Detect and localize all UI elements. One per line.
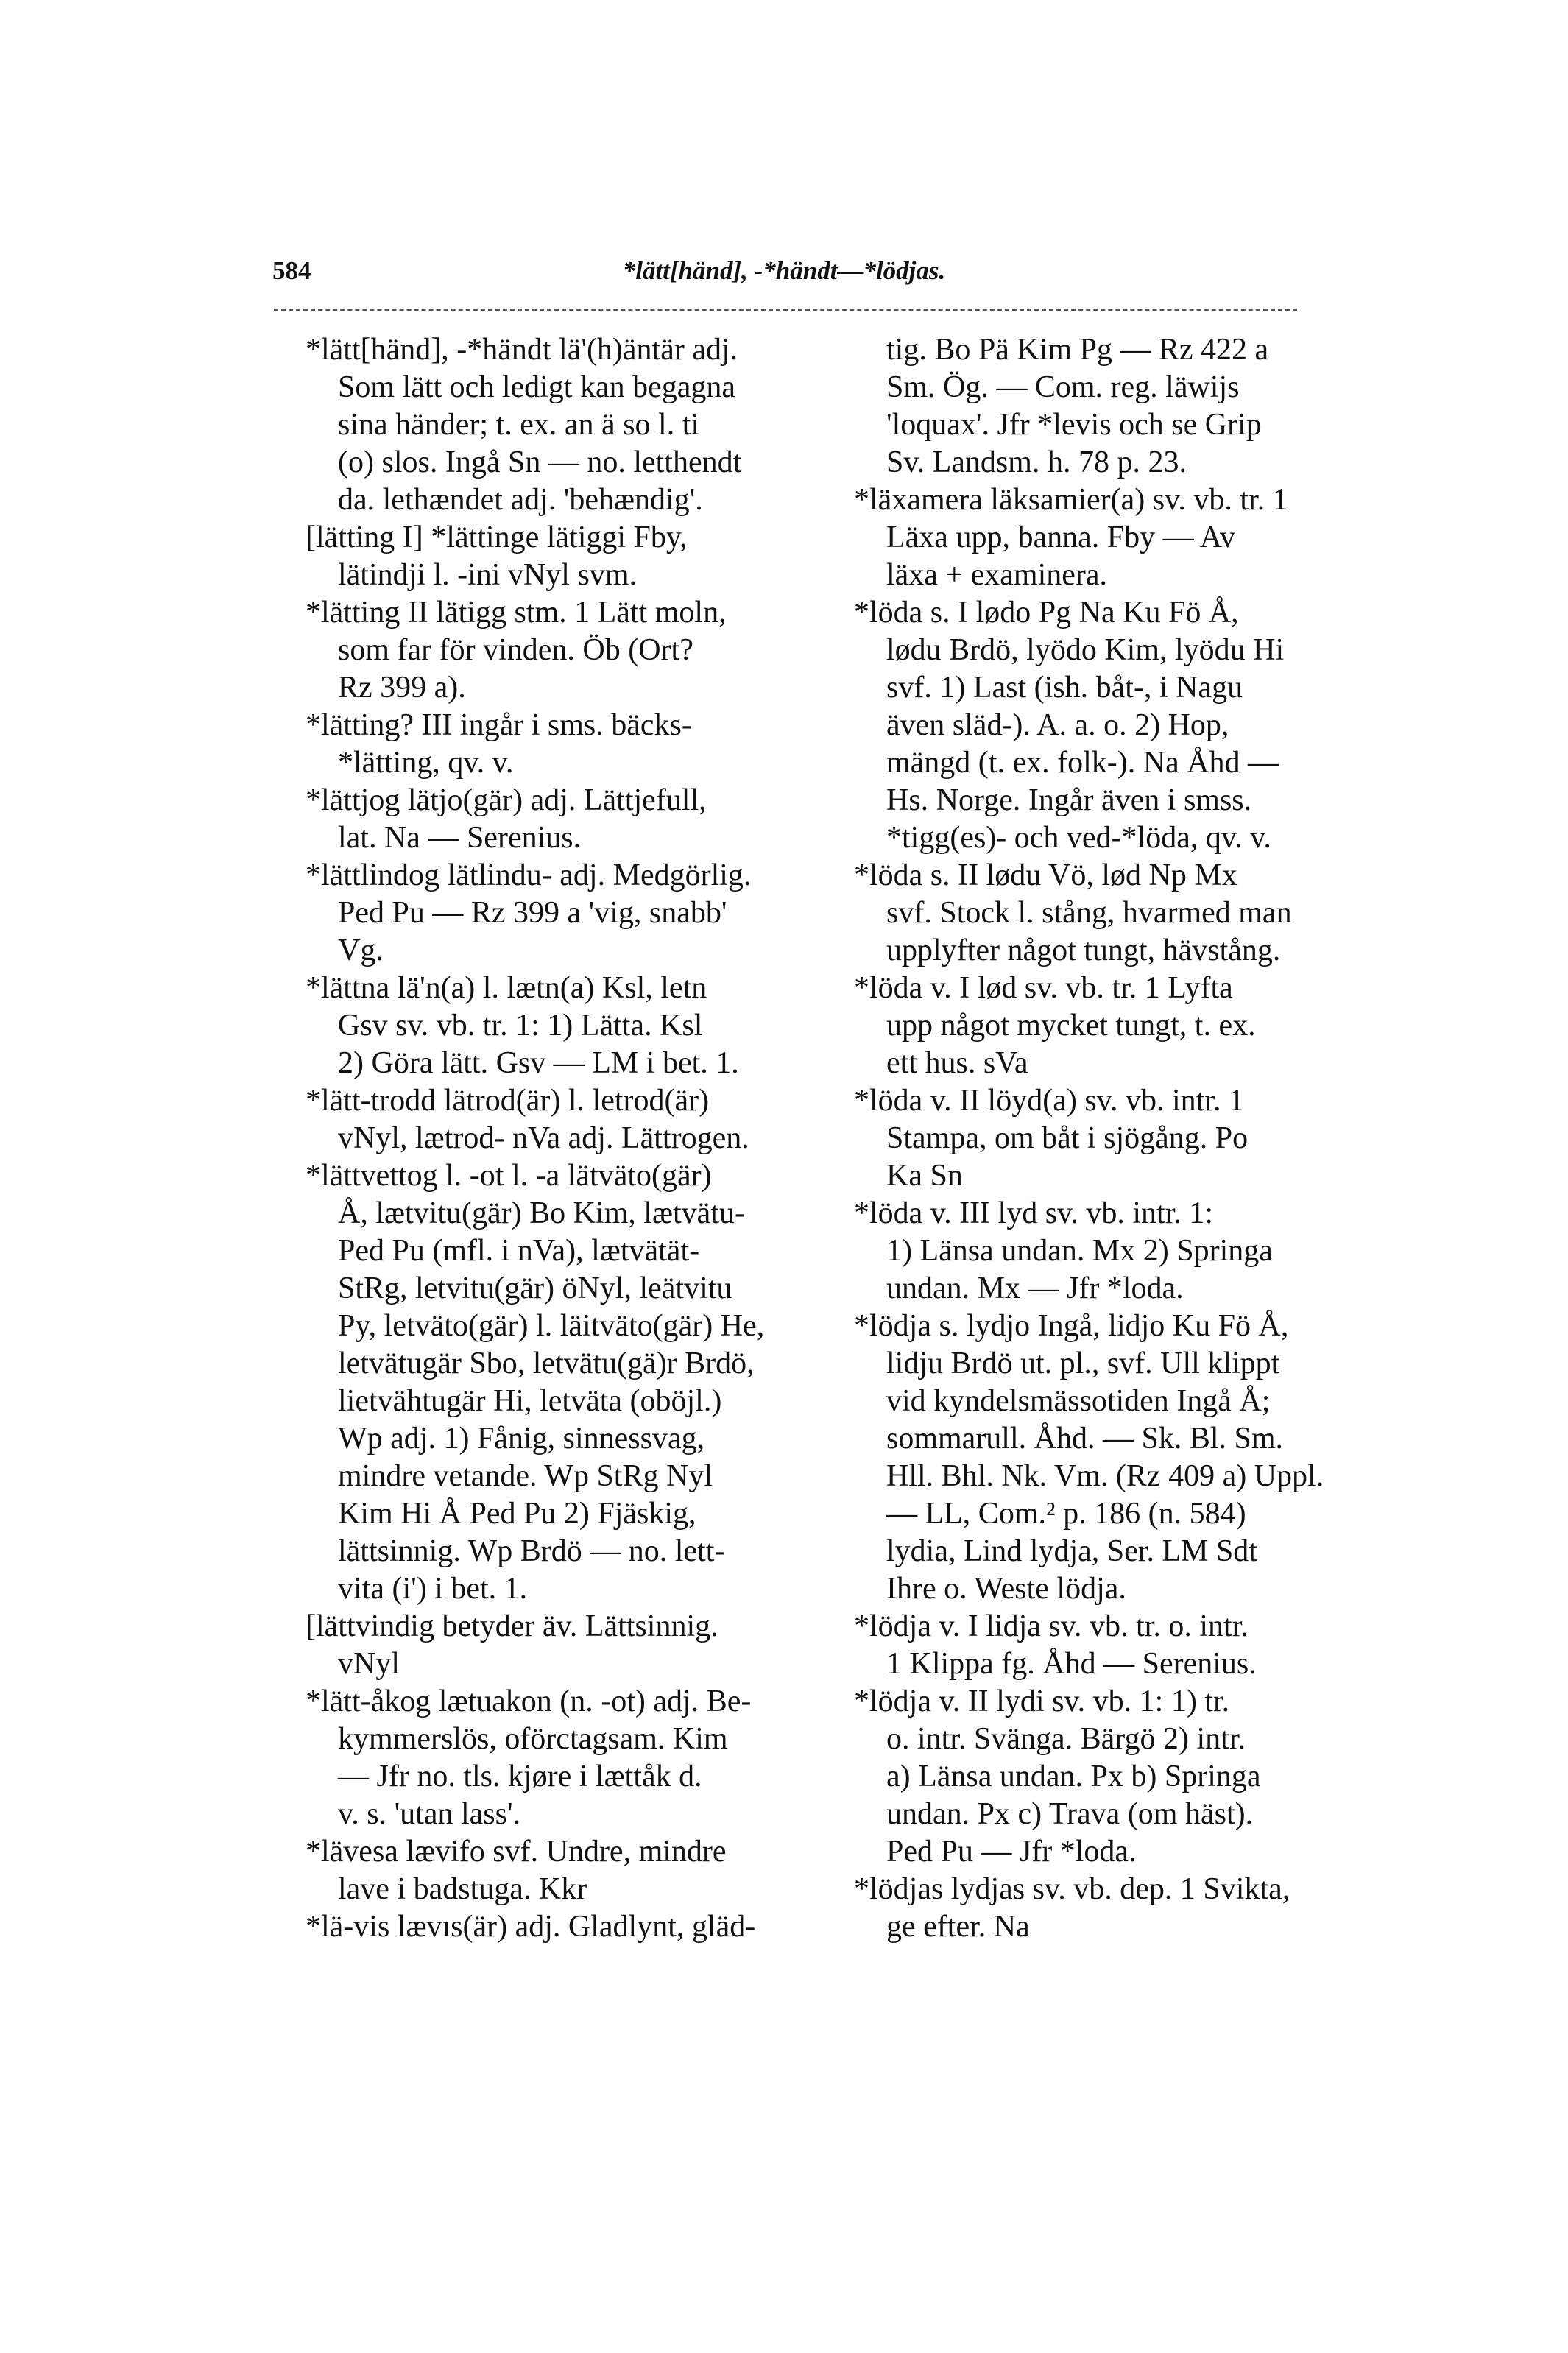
text-line: lave i badstuga. Kkr: [338, 1872, 587, 1906]
text-line: o. intr. Svänga. Bärgö 2) intr.: [886, 1722, 1246, 1756]
text-line: Ped Pu — Jfr *loda.: [886, 1835, 1137, 1869]
running-head: *lätt[händ], -*händt—*lödjas.: [622, 256, 946, 285]
text-line: *lättlindog lätlindu- adj. Medgörlig.: [306, 858, 752, 892]
text-line: vNyl: [338, 1647, 400, 1681]
text-line: lätindji l. -ini vNyl svm.: [338, 558, 637, 592]
text-line: *lödja v. I lidja sv. vb. tr. o. intr.: [854, 1609, 1249, 1643]
text-line: sommarull. Åhd. — Sk. Bl. Sm.: [886, 1422, 1284, 1456]
text-line: *löda v. I lød sv. vb. tr. 1 Lyfta: [854, 971, 1233, 1005]
text-line: *lätt-åkog lætuakon (n. -ot) adj. Be-: [306, 1685, 752, 1718]
text-line: svf. 1) Last (ish. båt-, i Nagu: [886, 671, 1243, 705]
text-line: kymmerslös, oförctagsam. Kim: [338, 1722, 728, 1756]
text-line: ge efter. Na: [886, 1910, 1030, 1944]
text-line: lidju Brdö ut. pl., svf. Ull klippt: [886, 1347, 1280, 1380]
text-line: vita (i') i bet. 1.: [338, 1572, 528, 1606]
text-line: Stampa, om båt i sjögång. Po: [886, 1121, 1249, 1155]
text-line: *lödjas lydjas sv. vb. dep. 1 Svikta,: [854, 1872, 1290, 1906]
text-line: lat. Na — Serenius.: [338, 821, 582, 855]
text-line: *lödja s. lydjo Ingå, lidjo Ku Fö Å,: [854, 1309, 1289, 1343]
text-line: Vg.: [338, 934, 384, 967]
text-line: a) Länsa undan. Px b) Springa: [886, 1760, 1261, 1793]
text-line: Ihre o. Weste lödja.: [886, 1572, 1126, 1606]
text-line: [lättvindig betyder äv. Lättsinnig.: [306, 1609, 718, 1643]
left-column: [306, 331, 777, 1946]
text-line: Hs. Norge. Ingår även i smss.: [886, 783, 1252, 817]
text-line: *läxamera läksamier(a) sv. vb. tr. 1: [854, 483, 1288, 517]
text-line: *lätting? III ingår i sms. bäcks-: [306, 708, 692, 742]
text-line: 1) Länsa undan. Mx 2) Springa: [886, 1234, 1273, 1268]
text-line: läxa + examinera.: [886, 558, 1108, 592]
text-line: undan. Px c) Trava (om häst).: [886, 1797, 1254, 1831]
text-line: *lättna lä'n(a) l. lætn(a) Ksl, letn: [306, 971, 707, 1005]
text-line: Ped Pu (mfl. i nVa), lætvätät-: [338, 1234, 700, 1268]
text-line: — LL, Com.² p. 186 (n. 584): [886, 1497, 1246, 1531]
text-line: mängd (t. ex. folk-). Na Åhd —: [886, 746, 1279, 780]
text-line: *lätting II lätigg stm. 1 Lätt moln,: [306, 596, 727, 629]
text-line: undan. Mx — Jfr *loda.: [886, 1271, 1184, 1305]
text-line: *lätt[händ], -*händt lä'(h)äntär adj.: [306, 333, 738, 367]
text-line: Hll. Bhl. Nk. Vm. (Rz 409 a) Uppl.: [886, 1459, 1324, 1493]
text-line: *löda v. III lyd sv. vb. intr. 1:: [854, 1196, 1214, 1230]
text-line: [lätting I] *lättinge lätiggi Fby,: [306, 521, 688, 554]
text-line: *lättvettog l. -ot l. -a lätväto(gär): [306, 1159, 712, 1193]
text-line: *lödja v. II lydi sv. vb. 1: 1) tr.: [854, 1685, 1230, 1718]
text-line: Py, letväto(gär) l. läitväto(gär) He,: [338, 1309, 765, 1343]
text-line: Ped Pu — Rz 399 a 'vig, snabb': [338, 896, 727, 930]
right-column: [854, 331, 1325, 1946]
text-line: lødu Brdö, lyödo Kim, lyödu Hi: [886, 633, 1285, 667]
text-line: Ka Sn: [886, 1159, 963, 1193]
text-line: vNyl, lætrod- nVa adj. Lättrogen.: [338, 1121, 749, 1155]
text-line: som far för vinden. Öb (Ort?: [338, 633, 693, 667]
text-line: ett hus. sVa: [886, 1046, 1028, 1080]
text-line: Sm. Ög. — Com. reg. läwijs: [886, 370, 1240, 404]
text-line: Som lätt och ledigt kan begagna: [338, 370, 736, 404]
text-line: v. s. 'utan lass'.: [338, 1797, 521, 1831]
text-line: Wp adj. 1) Fånig, sinnessvag,: [338, 1422, 705, 1456]
text-line: lydia, Lind lydja, Ser. LM Sdt: [886, 1534, 1257, 1568]
text-line: *löda s. I lødo Pg Na Ku Fö Å,: [854, 596, 1239, 629]
text-line: mindre vetande. Wp StRg Nyl: [338, 1459, 713, 1493]
text-line: *löda s. II lødu Vö, lød Np Mx: [854, 858, 1237, 892]
text-line: Rz 399 a).: [338, 671, 466, 705]
text-line: 2) Göra lätt. Gsv — LM i bet. 1.: [338, 1046, 739, 1080]
text-line: sina händer; t. ex. an ä so l. ti: [338, 408, 700, 442]
text-line: *tigg(es)- och ved-*löda, qv. v.: [886, 821, 1271, 855]
text-line: da. lethændet adj. 'behændig'.: [338, 483, 703, 517]
text-line: 1 Klippa fg. Åhd — Serenius.: [886, 1647, 1257, 1681]
header-rule: [274, 309, 1297, 311]
text-line: (o) slos. Ingå Sn — no. letthendt: [338, 445, 742, 479]
text-line: svf. Stock l. stång, hvarmed man: [886, 896, 1292, 930]
text-line: 'loquax'. Jfr *levis och se Grip: [886, 408, 1262, 442]
text-line: upp något mycket tungt, t. ex.: [886, 1009, 1256, 1043]
text-line: även släd-). A. a. o. 2) Hop,: [886, 708, 1229, 742]
text-line: Kim Hi Å Ped Pu 2) Fjäskig,: [338, 1497, 696, 1531]
text-line: lättsinnig. Wp Brdö — no. lett-: [338, 1534, 725, 1568]
text-line: *lävesa lævifo svf. Undre, mindre: [306, 1835, 727, 1869]
text-line: *lätt-trodd lätrod(är) l. letrod(är): [306, 1084, 710, 1118]
text-line: vid kyndelsmässotiden Ingå Å;: [886, 1384, 1271, 1418]
text-line: Gsv sv. vb. tr. 1: 1) Lätta. Ksl: [338, 1009, 703, 1043]
text-line: Sv. Landsm. h. 78 p. 23.: [886, 445, 1187, 479]
text-line: letvätugär Sbo, letvätu(gä)r Brdö,: [338, 1347, 755, 1380]
text-line: tig. Bo Pä Kim Pg — Rz 422 a: [886, 333, 1269, 367]
text-line: *lätting, qv. v.: [338, 746, 514, 780]
text-line: Läxa upp, banna. Fby — Av: [886, 521, 1235, 554]
text-line: *lättjog lätjo(gär) adj. Lättjefull,: [306, 783, 707, 817]
text-line: *lä-vis lævıs(är) adj. Gladlynt, gläd-: [306, 1910, 756, 1944]
text-line: Å, lætvitu(gär) Bo Kim, lætvätu-: [338, 1196, 745, 1230]
text-line: upplyfter något tungt, hävstång.: [886, 934, 1281, 967]
page-number: 584: [272, 256, 311, 285]
text-line: StRg, letvitu(gär) öNyl, leätvitu: [338, 1271, 732, 1305]
text-line: *löda v. II löyd(a) sv. vb. intr. 1: [854, 1084, 1244, 1118]
text-line: lietvähtugär Hi, letväta (oböjl.): [338, 1384, 722, 1418]
text-line: — Jfr no. tls. kjøre i lættåk d.: [338, 1760, 702, 1793]
